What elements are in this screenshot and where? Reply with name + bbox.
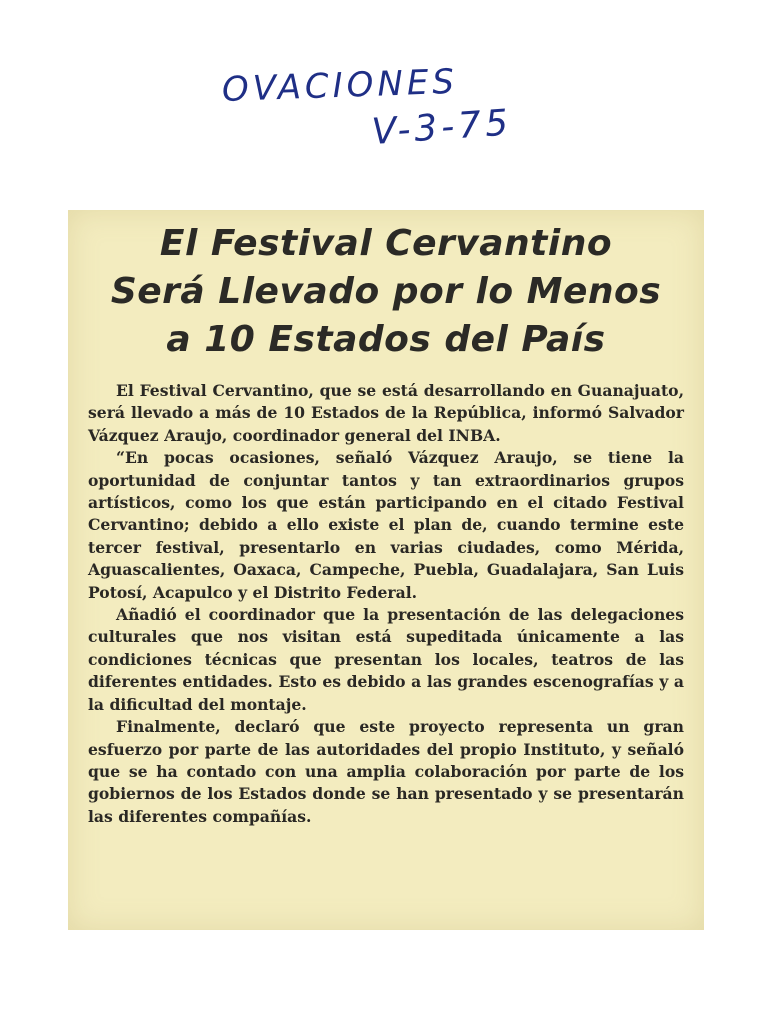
article-paragraph-1: El Festival Cervantino, que se está desarrollando en Guanajuato, será llevado a más de 10 Estados de la República, informó Salvador Vázquez Araujo, coordinador general del INBA. (88, 381, 684, 445)
article-paragraph-3: Añadió el coordinador que la presentación de las delegaciones culturales que nos visitan está supeditada únicamente a las condiciones técnicas que presentan los locales, teatros de las diferentes entidades. Esto es debido a las grandes escenografías y a la dificultad del montaje. (88, 605, 684, 714)
headline-line-2: Será Llevado por lo Menos (110, 271, 662, 312)
article-paragraph-2: “En pocas ocasiones, señaló Vázquez Araujo, se tiene la oportunidad de conjuntar tantos y tan extraordinarios grupos artísticos, como los que están participando en el citado Festival Cervantino; debido a ello existe el plan de, cuando termine este tercer festival, presentarlo en varias ciudades, como Mérida, Aguascalientes, Oaxaca, Campeche, Puebla, Guadalajara, San Luis Potosí, Acapulco y el Distrito Federal. (88, 448, 684, 602)
handwritten-source-note: OVACIONES (221, 61, 459, 110)
article-paragraph-4: Finalmente, declaró que este proyecto representa un gran esfuerzo por parte de las autoridades del propio Instituto, y señaló que se ha contado con una amplia colaboración por parte de los gobiernos de los Estados donde se han presentado y se presentarán las diferentes compañías. (88, 717, 684, 826)
newspaper-clipping (68, 210, 704, 930)
article-headline (68, 220, 704, 364)
headline-line-3: a 10 Estados del País (166, 319, 606, 360)
handwritten-date-note: V-3-75 (370, 102, 514, 153)
headline-line-1: El Festival Cervantino (159, 223, 613, 264)
article-body (88, 380, 684, 828)
